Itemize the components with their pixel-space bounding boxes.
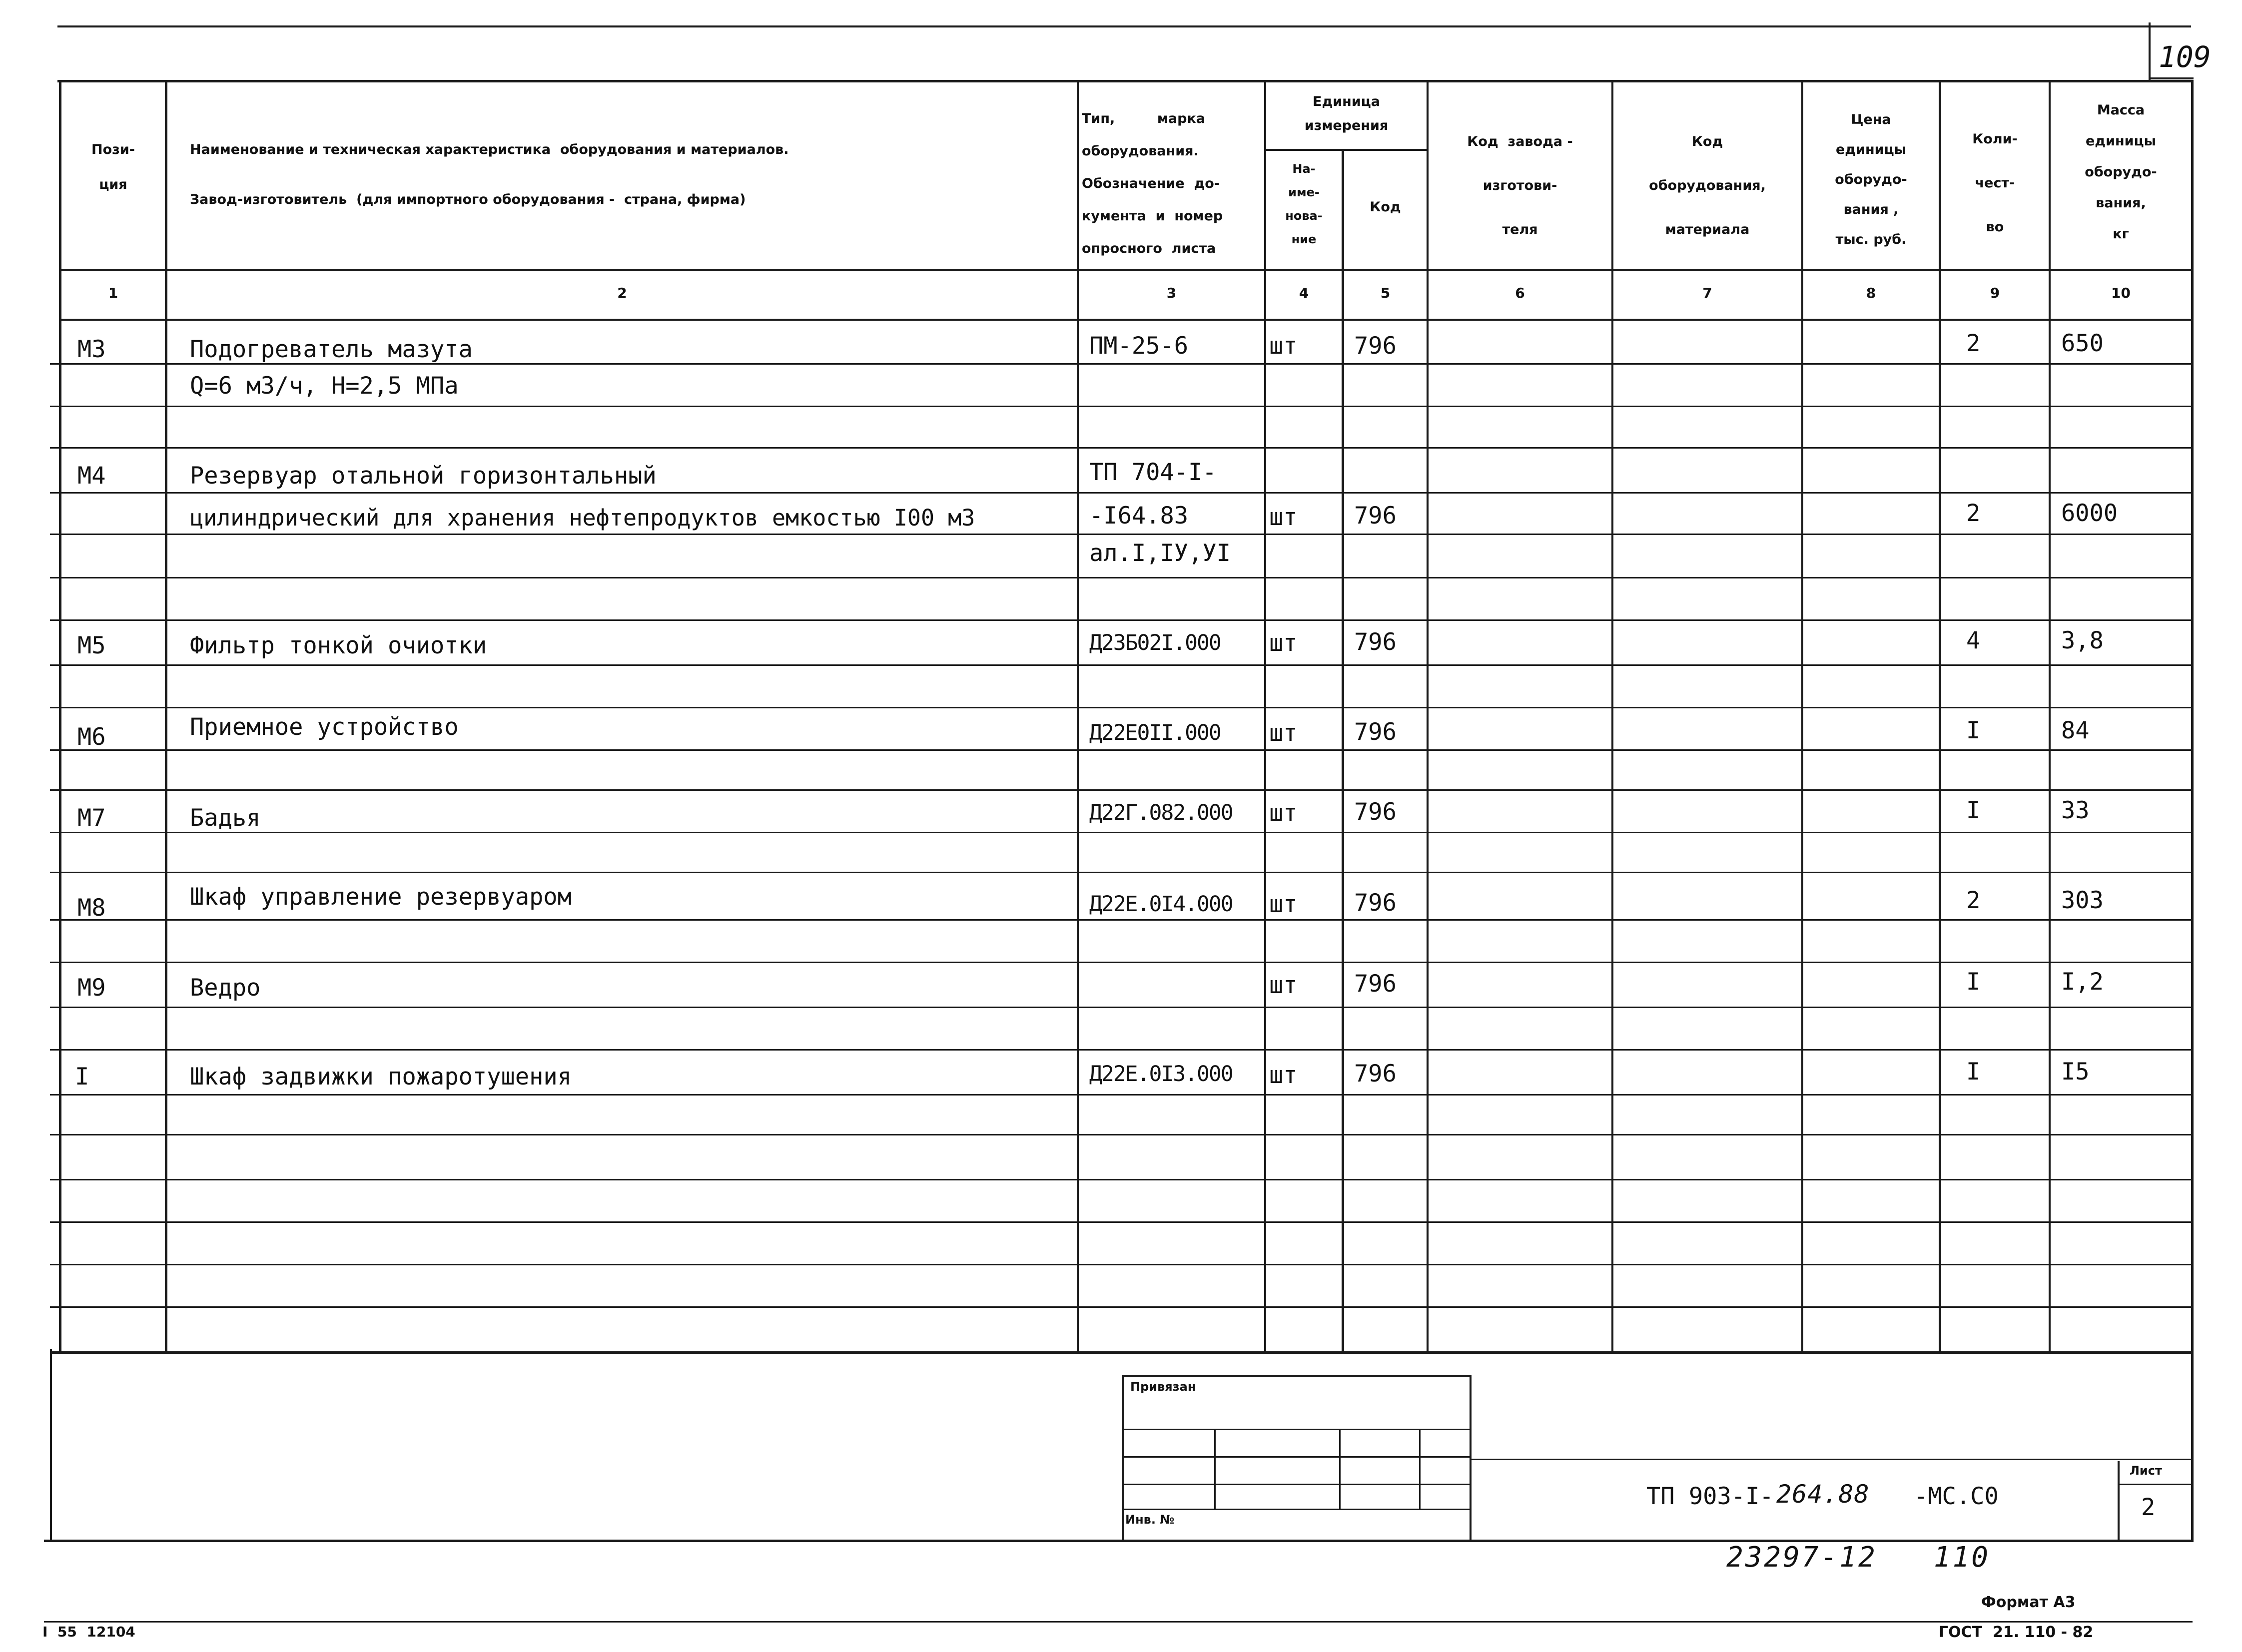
table-row-qty: 2: [1966, 887, 1981, 914]
sheet-label: Лист: [2130, 1464, 2162, 1478]
table-row-unit: шт: [1269, 891, 1298, 918]
colnum-8: 8: [1866, 285, 1876, 301]
row-line: [50, 1094, 2194, 1096]
table-row-unit: шт: [1269, 972, 1298, 999]
row-line: [50, 577, 2194, 578]
doc-suffix: -МС.С0: [1914, 1483, 1999, 1510]
row-line: [50, 534, 2194, 535]
table-row-mass: I5: [2061, 1058, 2090, 1086]
table-row-unit: шт: [1269, 1062, 1298, 1089]
table-row-name: Резервуар отальной горизонтальный: [190, 462, 657, 490]
stamp-hline: [1122, 1509, 1472, 1510]
row-line: [50, 962, 2194, 963]
row-line: [50, 492, 2194, 494]
top-edge: [57, 80, 2194, 82]
row-line: [50, 363, 2194, 365]
header-factory-code: Код завода - изготови- теля: [1467, 134, 1573, 237]
row-line: [50, 1221, 2194, 1223]
table-row-name: Приемное устройство: [190, 713, 459, 741]
table-row-type: Д22Е.0I3.000: [1089, 1062, 1233, 1087]
colnum-6: 6: [1515, 285, 1525, 301]
colnum-9: 9: [1990, 285, 2000, 301]
table-row-mass: I,2: [2061, 968, 2104, 996]
gost-label: ГОСТ 21. 110 - 82: [1939, 1624, 2094, 1641]
row-line: [50, 707, 2194, 708]
row-line: [50, 1007, 2194, 1008]
table-row-mass: 3,8: [2061, 627, 2104, 654]
header-equipment-code: Код оборудования, материала: [1649, 134, 1766, 237]
table-row-type: Д22Е.0I4.000: [1089, 892, 1233, 917]
colnum-2: 2: [617, 285, 627, 301]
stamp-vline: [1339, 1429, 1341, 1509]
format-label: Формат А3: [1981, 1594, 2076, 1611]
table-row-qty: I: [1966, 968, 1981, 996]
colnum-bottom: [59, 319, 2194, 321]
table-row-name: Шкаф управление резервуаром: [190, 883, 572, 911]
table-row-name: Фильтр тонкой очиотки: [190, 632, 487, 659]
table-row-type: ТП 704-I-: [1089, 459, 1217, 486]
table-row-qty: 2: [1966, 330, 1981, 357]
header-unit: Единица измерения: [1304, 94, 1389, 133]
table-row-mass: 84: [2061, 717, 2090, 744]
table-row-mass: 33: [2061, 797, 2090, 824]
table-row-code: 796: [1354, 628, 1397, 656]
header-unit-name: На- име- нова- ние: [1285, 162, 1323, 246]
colnum-1: 1: [108, 285, 118, 301]
table-row-type: ал.I,IУ,УI: [1089, 540, 1231, 567]
table-row-mass: 6000: [2061, 500, 2118, 527]
table-row-pos: М5: [77, 632, 106, 659]
page-number: 109: [2159, 40, 2211, 74]
row-line: [50, 406, 2194, 407]
header-position: Пози- ция: [91, 142, 135, 192]
table-row-code: 796: [1354, 970, 1397, 998]
table-row-type: -I64.83: [1089, 502, 1189, 530]
header-quantity: Коли- чест- во: [1972, 131, 2018, 235]
sheet-divider: [2118, 1484, 2194, 1485]
table-row-name: Q=6 м3/ч, Н=2,5 МПа: [190, 372, 459, 400]
right-tab-hline: [2149, 77, 2194, 79]
colnum-3: 3: [1166, 285, 1177, 301]
colnum-10: 10: [2111, 285, 2131, 301]
table-row-name: цилиндрический для хранения нефтепродуктов емкостью I00 м3: [190, 505, 975, 531]
header-name: Наименование и техническая характеристика оборудования и материалов. Завод-изготовитель (для импортного оборудования - страна, фирма): [190, 142, 789, 207]
table-bottom: [50, 1351, 2194, 1354]
row-line: [50, 749, 2194, 751]
header-type: Тип, марка оборудования. Обозначение до- кумента и номер опросного листа: [1082, 111, 1223, 256]
header-price: Цена единицы оборудо- вания , тыс. руб.: [1835, 112, 1907, 247]
table-row-unit: шт: [1269, 332, 1298, 360]
table-row-pos: М9: [77, 974, 106, 1002]
inv-no-label: Инв. №: [1125, 1513, 1175, 1527]
colnum-4: 4: [1299, 285, 1309, 301]
table-row-pos: I: [75, 1063, 89, 1091]
row-line: [50, 919, 2194, 921]
unit-sub-divider: [1264, 149, 1429, 151]
table-row-mass: 650: [2061, 330, 2104, 357]
right-tab-vline: [2149, 22, 2151, 80]
table-row-code: 796: [1354, 1060, 1397, 1088]
table-row-pos: М3: [77, 336, 106, 363]
header-bottom: [59, 269, 2194, 271]
table-row-unit: шт: [1269, 719, 1298, 747]
header-mass: Масса единицы оборудо- вания, кг: [2085, 102, 2157, 242]
doc-code: ТП 903-I-: [1646, 1483, 1774, 1510]
row-line: [50, 832, 2194, 833]
row-line: [50, 447, 2194, 449]
table-row-qty: I: [1966, 1058, 1981, 1086]
table-row-qty: I: [1966, 797, 1981, 824]
right-border: [2191, 80, 2194, 1541]
table-row-pos: М6: [77, 723, 106, 751]
table-row-code: 796: [1354, 798, 1397, 826]
stamp-top-rule: [1472, 1459, 2194, 1460]
table-row-qty: I: [1966, 717, 1981, 744]
table-row-type: ПМ-25-6: [1089, 332, 1189, 360]
table-row-type: Д22Е0II.000: [1089, 720, 1221, 745]
row-line: [50, 1134, 2194, 1135]
stamp-vline: [1419, 1429, 1421, 1509]
table-row-pos: М8: [77, 894, 106, 922]
attached-label: Привязан: [1130, 1380, 1196, 1394]
table-row-code: 796: [1354, 332, 1397, 360]
row-line: [50, 619, 2194, 621]
row-line: [50, 1179, 2194, 1180]
row-line: [50, 664, 2194, 666]
bottom-footer-rule: [44, 1621, 2193, 1623]
row-line: [50, 1049, 2194, 1051]
table-row-unit: шт: [1269, 629, 1298, 657]
table-row-name: Бадья: [190, 804, 261, 832]
table-row-type: Д22Г.082.000: [1089, 800, 1233, 825]
colnum-7: 7: [1702, 285, 1712, 301]
table-row-qty: 4: [1966, 627, 1981, 654]
table-row-unit: шт: [1269, 504, 1298, 531]
row-line: [50, 872, 2194, 873]
col-line-4: [1342, 150, 1344, 1354]
row-line: [50, 789, 2194, 791]
left-border: [50, 1349, 52, 1541]
table-row-mass: 303: [2061, 887, 2104, 914]
doc-code-hand: 264.88: [1776, 1480, 1870, 1509]
table-row-name: Шкаф задвижки пожаротушения: [190, 1063, 572, 1091]
table-row-code: 796: [1354, 889, 1397, 917]
colnum-5: 5: [1380, 285, 1391, 301]
table-row-pos: М7: [77, 804, 106, 832]
row-line: [50, 1306, 2194, 1308]
table-row-unit: шт: [1269, 799, 1298, 827]
table-row-name: Подогреватель мазута: [190, 336, 473, 363]
table-row-qty: 2: [1966, 500, 1981, 527]
sheet-number: 2: [2141, 1494, 2156, 1521]
left-code: I 55 12104: [42, 1624, 135, 1640]
table-row-code: 796: [1354, 718, 1397, 746]
top-rule: [57, 25, 2191, 27]
header-unit-code: Код: [1370, 199, 1401, 215]
archive-number: 23297-12 110: [1726, 1541, 1991, 1574]
stamp-vline: [1214, 1429, 1216, 1509]
table-row-pos: М4: [77, 462, 106, 490]
table-row-code: 796: [1354, 502, 1397, 530]
row-line: [50, 1264, 2194, 1265]
table-row-name: Ведро: [190, 974, 261, 1002]
table-row-type: Д23Б02I.000: [1089, 630, 1221, 655]
